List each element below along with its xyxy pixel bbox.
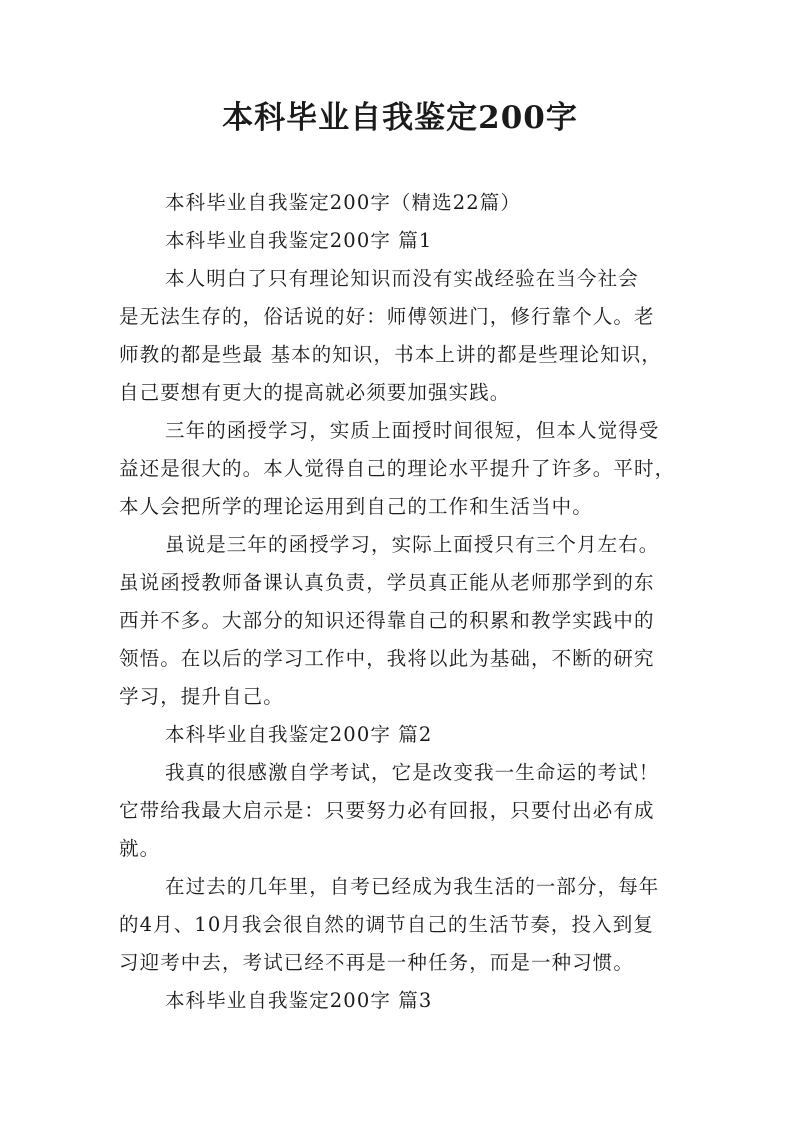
paragraph-line: 本科毕业自我鉴定200字 篇3 bbox=[165, 989, 433, 1012]
paragraph-line: 自己要想有更大的提高就必须要加强实践。 bbox=[119, 381, 511, 404]
paragraph-line: 虽说函授教师备课认真负责，学员真正能从老师那学到的东 bbox=[119, 571, 655, 594]
document-title: 本科毕业自我鉴定200字 bbox=[222, 100, 578, 136]
paragraph bbox=[119, 982, 689, 1020]
paragraph-line: 就。 bbox=[119, 837, 161, 860]
paragraph bbox=[119, 184, 689, 222]
paragraph-line: 是无法生存的，俗话说的好：师傅领进门，修行靠个人。老 bbox=[119, 305, 655, 328]
paragraph-line: 西并不多。大部分的知识还得靠自己的积累和教学实践中的 bbox=[119, 609, 655, 632]
paragraph-line: 的4月、10月我会很自然的调节自己的生活节奏，投入到复 bbox=[119, 913, 654, 936]
paragraph-line: 习迎考中去，考试已经不再是一种任务，而是一种习惯。 bbox=[119, 951, 635, 974]
paragraph-line: 领悟。在以后的学习工作中，我将以此为基础，不断的研究 bbox=[119, 647, 655, 670]
paragraph-line: 本人会把所学的理论运用到自己的工作和生活当中。 bbox=[119, 495, 593, 518]
paragraph-line: 它带给我最大启示是：只要努力必有回报，只要付出必有成 bbox=[119, 799, 655, 822]
paragraph bbox=[119, 868, 689, 982]
paragraph-line: 师教的都是些最 基本的知识，书本上讲的都是些理论知识， bbox=[119, 343, 662, 366]
paragraph-line: 虽说是三年的函授学习，实际上面授只有三个月左右。 bbox=[165, 533, 660, 556]
paragraph bbox=[119, 260, 689, 412]
paragraph bbox=[119, 716, 689, 754]
document-body bbox=[119, 184, 689, 1020]
paragraph-line: 在过去的几年里，自考已经成为我生活的一部分，每年 bbox=[165, 875, 660, 898]
paragraph bbox=[119, 526, 689, 716]
paragraph-line: 本人明白了只有理论知识而没有实战经验在当今社会 bbox=[165, 267, 639, 290]
paragraph-line: 本科毕业自我鉴定200字 篇2 bbox=[165, 723, 433, 746]
paragraph bbox=[119, 754, 689, 868]
paragraph-line: 学习，提升自己。 bbox=[119, 685, 284, 708]
paragraph-line: 本科毕业自我鉴定200字 篇1 bbox=[165, 229, 433, 252]
paragraph-line: 益还是很大的。本人觉得自己的理论水平提升了许多。平时， bbox=[119, 457, 676, 480]
paragraph-line: 我真的很感激自学考试，它是改变我一生命运的考试！ bbox=[165, 761, 660, 784]
paragraph-line: 本科毕业自我鉴定200字（精选22篇） bbox=[165, 191, 521, 214]
paragraph bbox=[119, 412, 689, 526]
paragraph bbox=[119, 222, 689, 260]
paragraph-line: 三年的函授学习，实质上面授时间很短，但本人觉得受 bbox=[165, 419, 660, 442]
